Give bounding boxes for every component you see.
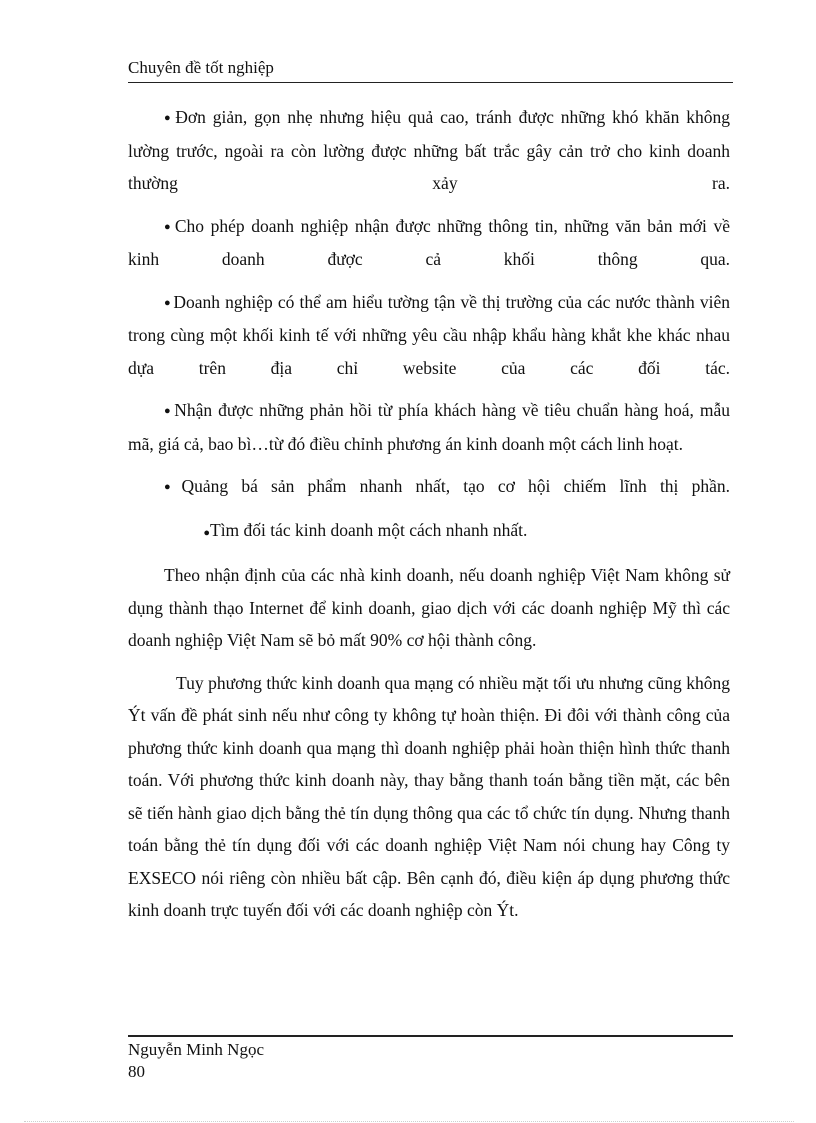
page-edge-divider [24, 1121, 794, 1122]
bullet-item: ● Cho phép doanh nghiệp nhận được những thông tin, những văn bản mới về kinh doanh được cả khối thông qua. [128, 215, 730, 269]
bullet-dot-icon: ● [164, 481, 180, 493]
bullet-dot-icon: ● [164, 220, 173, 233]
footer-divider [128, 1035, 733, 1037]
bullet-item: ● Đơn giản, gọn nhẹ nhưng hiệu quả cao, tránh được những khó khăn không lường trước, ngoài ra còn lường được những bất trắc gây cản trở cho kinh doanh thường xảy ra. [128, 107, 730, 193]
body-paragraph: Theo nhận định của các nhà kinh doanh, nếu doanh nghiệp Việt Nam không sử dụng thành thạo Internet để kinh doanh, giao dịch với các doanh nghiệp Mỹ thì các doanh nghiệp Việt Nam sẽ bỏ mất 90% cơ hội thành công. [128, 565, 730, 650]
body-paragraph: Tuy phương thức kinh doanh qua mạng có nhiều mặt tối ưu nhưng cũng không Ýt vấn đề phát sinh nếu như công ty không tự hoàn thiện. Đi đôi với thành công của phương thức kinh doanh qua mạng thì doanh nghiệp phải hoàn thiện hình thức thanh toán. Với phương thức kinh doanh này, thay bằng thanh toán bằng tiền mặt, các bên sẽ tiến hành giao dịch bằng thẻ tín dụng thông qua các tổ chức tín dụng. Nhưng thanh toán bằng thẻ tín dụng đối với các doanh nghiệp Việt Nam nói chung hay Công ty EXSECO nói riêng còn nhiều bất cập. Bên cạnh đó, điều kiện áp dụng phương thức kinh doanh trực tuyến đối với các doanh nghiệp còn Ýt. [128, 672, 730, 920]
bullet-dot-icon: ● [203, 526, 210, 539]
bullet-dot-icon: ● [164, 405, 173, 417]
page-number: 80 [128, 1062, 145, 1081]
page-header [128, 56, 733, 83]
footer-author: Nguyễn Minh Ngọc [128, 1040, 264, 1059]
bullet-item: ● Quảng bá sản phẩm nhanh nhất, tạo cơ hội chiếm lĩnh thị phần. [164, 476, 730, 496]
bullet-dot-icon: ● [164, 296, 172, 309]
bullet-dot-icon: ● [164, 112, 174, 124]
header-title: Chuyên đề tốt nghiệp [128, 58, 274, 77]
bullet-item: ● Doanh nghiệp có thể am hiểu tường tận về thị trường của các nước thành viên trong cùng một khối kinh tế với những yêu cầu nhập khẩu hàng khắt khe khác nhau dựa trên địa chỉ website của các đối tác. [128, 291, 730, 378]
document-body [128, 101, 730, 937]
bullet-item: ● Nhận được những phản hồi từ phía khách hàng về tiêu chuẩn hàng hoá, mẫu mã, giá cả, bao bì…từ đó điều chỉnh phương án kinh doanh một cách linh hoạt. [128, 400, 730, 454]
bullet-item: ● Tìm đối tác kinh doanh một cách nhanh nhất. [128, 514, 730, 550]
